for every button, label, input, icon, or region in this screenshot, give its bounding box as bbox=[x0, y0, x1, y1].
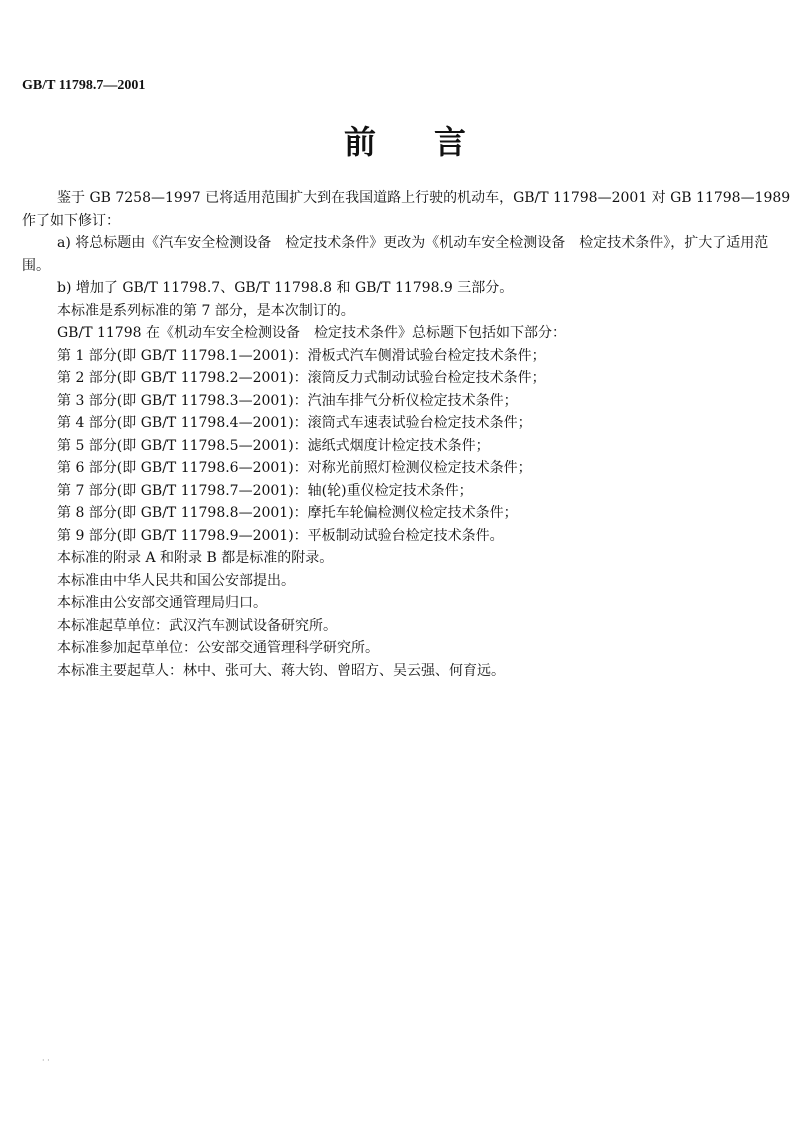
paragraph: a) 将总标题由《汽车安全检测设备 检定技术条件》更改为《机动车安全检测设备 检定技术条件》，扩大了适用范围。 bbox=[22, 235, 769, 274]
paragraph: 本标准参加起草单位：公安部交通管理科学研究所。 bbox=[57, 640, 379, 656]
paragraph: 第 5 部分(即 GB/T 11798.5—2001)：滤纸式烟度计检定技术条件； bbox=[57, 437, 490, 454]
page-title: 前言 bbox=[343, 123, 524, 161]
paragraph: 第 8 部分(即 GB/T 11798.8—2001)：摩托车轮偏检测仪检定技术条件； bbox=[57, 505, 518, 521]
paragraph: 第 4 部分(即 GB/T 11798.4—2001)：滚筒式车速表试验台检定技术条件； bbox=[57, 415, 532, 431]
paragraph: 第 1 部分(即 GB/T 11798.1—2001)：滑板式汽车侧滑试验台检定技术条件； bbox=[57, 347, 546, 364]
paragraph: GB/T 11798 在《机动车安全检测设备 检定技术条件》总标题下包括如下部分： bbox=[57, 325, 566, 341]
paragraph: 本标准主要起草人：林中、张可大、蒋大钧、曾昭方、吴云强、何育远。 bbox=[57, 662, 505, 679]
paragraph: 第 2 部分(即 GB/T 11798.2—2001)：滚筒反力式制动试验台检定技术条件； bbox=[57, 370, 546, 386]
paragraph: 本标准起草单位：武汉汽车测试设备研究所。 bbox=[57, 617, 337, 634]
paragraph: 本标准由中华人民共和国公安部提出。 bbox=[57, 572, 295, 589]
foreword-body bbox=[22, 187, 792, 682]
paragraph: 第 6 部分(即 GB/T 11798.6—2001)：对称光前照灯检测仪检定技术条件； bbox=[57, 460, 532, 476]
document-code: GB/T 11798.7—2001 bbox=[22, 78, 146, 93]
paragraph: b) 增加了 GB/T 11798.7、GB/T 11798.8 和 GB/T 11798.9 三部分。 bbox=[57, 280, 514, 296]
paragraph: 本标准是系列标准的第 7 部分，是本次制订的。 bbox=[57, 302, 355, 319]
paragraph: 第 3 部分(即 GB/T 11798.3—2001)：汽油车排气分析仪检定技术条件； bbox=[57, 392, 518, 409]
paragraph: 第 7 部分(即 GB/T 11798.7—2001)：轴(轮)重仪检定技术条件； bbox=[57, 482, 473, 499]
footer-mark: · · bbox=[42, 1056, 50, 1065]
paragraph: 鉴于 GB 7258—1997 已将适用范围扩大到在我国道路上行驶的机动车，GB/T 11798—2001 对 GB 11798—1989 作了如下修订： bbox=[22, 190, 791, 229]
paragraph: 第 9 部分(即 GB/T 11798.9—2001)：平板制动试验台检定技术条件。 bbox=[57, 527, 504, 544]
paragraph: 本标准由公安部交通管理局归口。 bbox=[57, 595, 267, 611]
paragraph: 本标准的附录 A 和附录 B 都是标准的附录。 bbox=[57, 550, 334, 566]
